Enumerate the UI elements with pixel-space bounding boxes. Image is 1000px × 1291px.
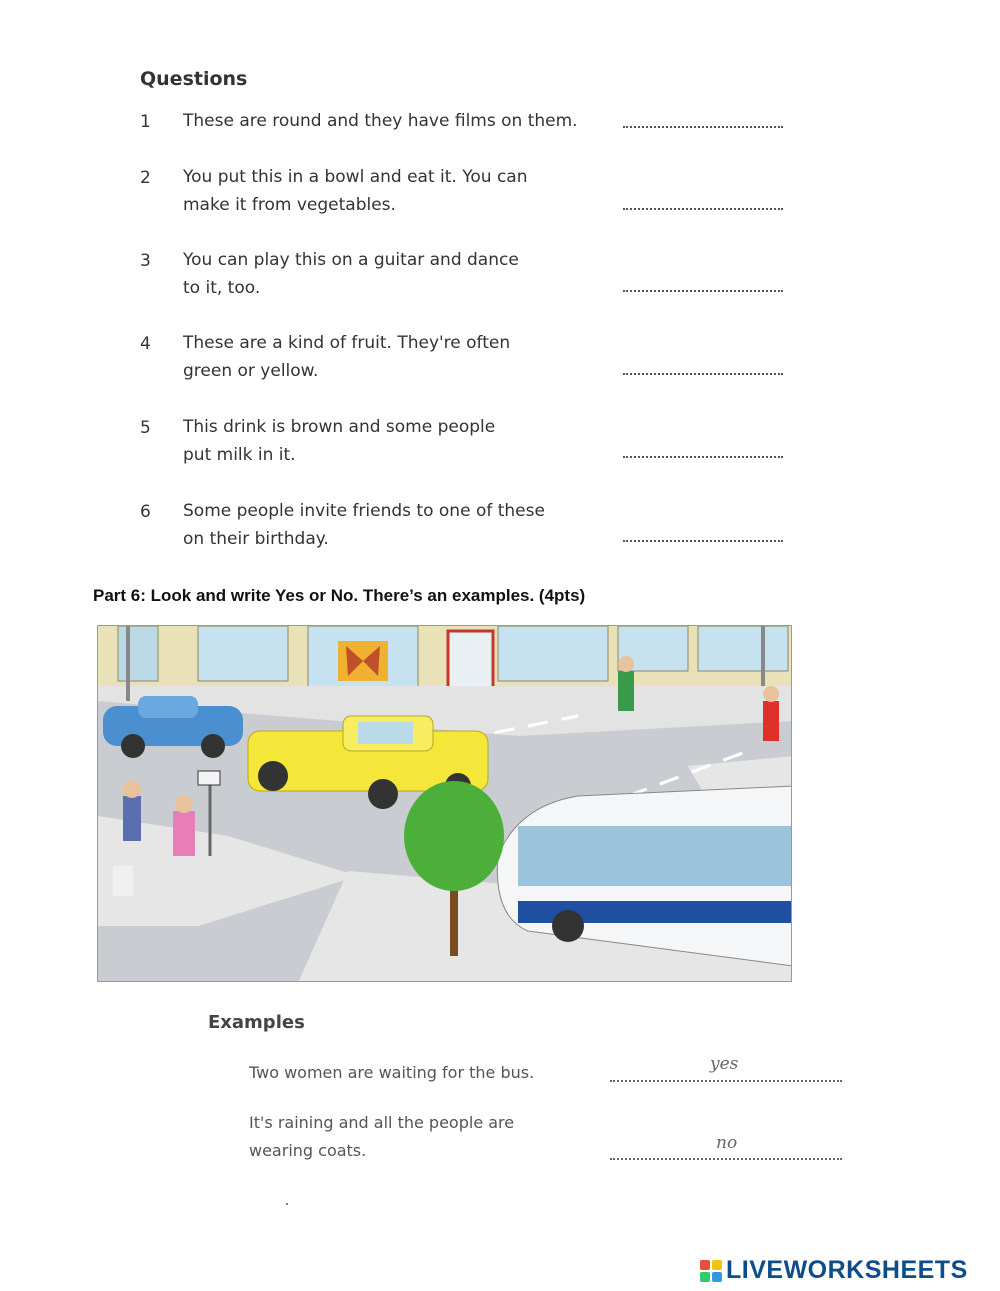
question-line: put milk in it. <box>183 445 296 465</box>
question-text <box>183 246 583 302</box>
example-answer-line <box>610 1158 842 1160</box>
examples-heading: Examples <box>208 1012 305 1033</box>
answer-blank[interactable] <box>623 126 783 128</box>
answer-blank[interactable] <box>623 290 783 292</box>
question-line: These are round and they have films on them. <box>183 111 578 131</box>
example-answer: no <box>716 1133 738 1153</box>
question-text <box>183 413 583 469</box>
question-line: to it, too. <box>183 278 261 298</box>
answer-blank[interactable] <box>623 456 783 458</box>
street-scene-picture <box>97 625 792 982</box>
logo-mark-icon <box>700 1260 722 1282</box>
question-line: make it from vegetables. <box>183 195 396 215</box>
logo-mark-square <box>700 1272 710 1282</box>
street-scene-illustration <box>98 626 792 982</box>
example-text <box>249 1059 534 1087</box>
question-line: You put this in a bowl and eat it. You can <box>183 167 528 187</box>
logo-mark-square <box>700 1260 710 1270</box>
question-number: 6 <box>140 502 151 522</box>
example-line: Two women are waiting for the bus. <box>249 1063 535 1082</box>
question-line: These are a kind of fruit. They're often <box>183 333 511 353</box>
question-number: 2 <box>140 168 151 188</box>
question-line: green or yellow. <box>183 361 319 381</box>
question-number: 4 <box>140 334 151 354</box>
question-number: 5 <box>140 418 151 438</box>
question-text <box>183 329 583 385</box>
stray-dot <box>286 1203 288 1205</box>
question-number: 3 <box>140 251 151 271</box>
part6-instructions: Part 6: Look and write Yes or No. There’s an examples. (4pts) <box>93 586 586 605</box>
question-line: on their birthday. <box>183 529 329 549</box>
example-text <box>249 1109 514 1165</box>
liveworksheets-logo[interactable] <box>700 1256 968 1285</box>
example-answer-line <box>610 1080 842 1082</box>
question-text <box>183 107 583 135</box>
answer-blank[interactable] <box>623 373 783 375</box>
logo-mark-square <box>712 1260 722 1270</box>
example-answer: yes <box>710 1054 739 1074</box>
example-line: It's raining and all the people are <box>249 1113 515 1132</box>
question-text <box>183 497 583 553</box>
logo-text: LIVEWORKSHEETS <box>726 1256 968 1284</box>
logo-mark-square <box>712 1272 722 1282</box>
question-line: This drink is brown and some people <box>183 417 496 437</box>
answer-blank[interactable] <box>623 540 783 542</box>
example-line: wearing coats. <box>249 1141 367 1160</box>
question-line: You can play this on a guitar and dance <box>183 250 519 270</box>
question-text <box>183 163 583 219</box>
questions-heading: Questions <box>140 68 248 90</box>
question-number: 1 <box>140 112 151 132</box>
answer-blank[interactable] <box>623 208 783 210</box>
question-line: Some people invite friends to one of these <box>183 501 545 521</box>
